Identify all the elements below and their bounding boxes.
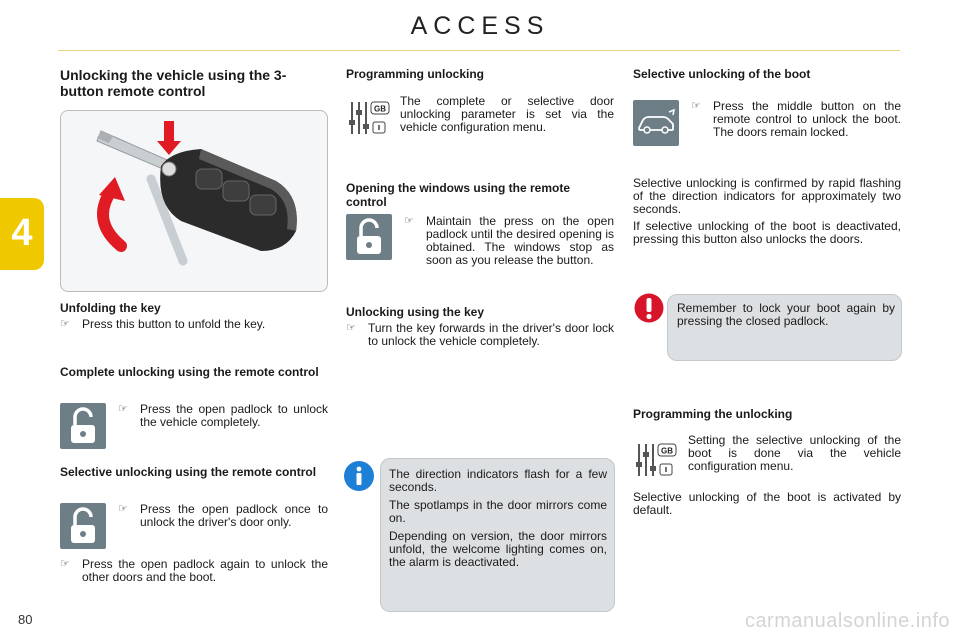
info-text-3: Depending on version, the door mirrors unfold, the welcome lighting comes on, the alarm is deactivated. [389, 529, 607, 569]
bullet-key: ☞ Turn the key forwards in the driver's door lock to unlock the vehicle completely. [346, 321, 614, 348]
page-title: ACCESS [410, 12, 550, 40]
info-box [380, 458, 615, 612]
bullet-boot: ☞ Press the middle button on the remote control to unlock the boot. The doors remain locked. [691, 99, 901, 139]
watermark: carmanualsonline.info [744, 610, 950, 632]
bullet-windows: ☞ Maintain the press on the open padlock until the desired opening is obtained. The windows stop as soon as you release the button. [404, 214, 614, 267]
warning-icon [634, 293, 664, 323]
gb-badge: GB [374, 104, 386, 114]
boot-deactivated-text: If selective unlocking of the boot is deactivated, pressing this button also unlocks the doors. [633, 219, 901, 246]
programming-unlocking-text: The complete or selective door unlocking parameter is set via the vehicle configuration menu. [400, 94, 614, 134]
programming-boot-text: Setting the selective unlocking of the boot is done via the vehicle configuration menu. [688, 433, 901, 473]
heading-programming-the-unlocking: Programming the unlocking [633, 407, 793, 421]
pointing-hand-icon: ☞ [60, 558, 70, 570]
gb-badge: GB [661, 446, 673, 456]
boot-button-icon [633, 100, 679, 146]
boot-confirmation-text: Selective unlocking is confirmed by rapid flashing of the direction indicators for approximately two seconds. [633, 176, 901, 216]
info-text-2: The spotlamps in the door mirrors come on. [389, 498, 607, 525]
info-icon [343, 460, 375, 492]
open-padlock-icon [60, 403, 106, 449]
pointing-hand-icon: ☞ [118, 403, 128, 415]
info-text-1: The direction indicators flash for a few seconds. [389, 467, 607, 494]
bullet-unfold: ☞ Press this button to unfold the key. [60, 317, 266, 331]
pointing-hand-icon: ☞ [118, 503, 128, 515]
bullet-selective-again: ☞ Press the open padlock again to unlock the other doors and the boot. [60, 557, 328, 584]
pointing-hand-icon: ☞ [60, 318, 70, 330]
pointing-hand-icon: ☞ [346, 322, 356, 334]
heading-opening-windows: Opening the windows using the remote control [346, 181, 571, 209]
heading-programming-unlocking: Programming unlocking [346, 67, 485, 81]
heading-selective-boot: Selective unlocking of the boot [633, 67, 811, 81]
page-number: 80 [18, 612, 33, 627]
open-padlock-icon [60, 503, 106, 549]
pointing-hand-icon: ☞ [691, 100, 701, 112]
chapter-tab [0, 198, 44, 270]
heading-selective-unlocking: Selective unlocking using the remote control [60, 465, 317, 479]
configuration-menu-icon [346, 98, 392, 138]
header-rule [58, 50, 900, 51]
bullet-complete: ☞ Press the open padlock to unlock the vehicle completely. [118, 402, 328, 429]
chapter-number: 4 [11, 212, 33, 254]
open-padlock-icon [346, 214, 392, 260]
warning-box [667, 294, 902, 361]
configuration-menu-icon [633, 440, 679, 480]
section-heading-remote: Unlocking the vehicle using the 3-button remote control [60, 67, 287, 99]
heading-unfolding-key: Unfolding the key [60, 301, 161, 315]
key-photo [60, 110, 328, 292]
pointing-hand-icon: ☞ [404, 215, 414, 227]
warning-text: Remember to lock your boot again by pressing the closed padlock. [677, 301, 895, 328]
heading-complete-unlocking: Complete unlocking using the remote control [60, 365, 319, 379]
heading-unlocking-key: Unlocking using the key [346, 305, 485, 319]
boot-default-text: Selective unlocking of the boot is activated by default. [633, 490, 901, 517]
bullet-selective-once: ☞ Press the open padlock once to unlock the driver's door only. [118, 502, 328, 529]
